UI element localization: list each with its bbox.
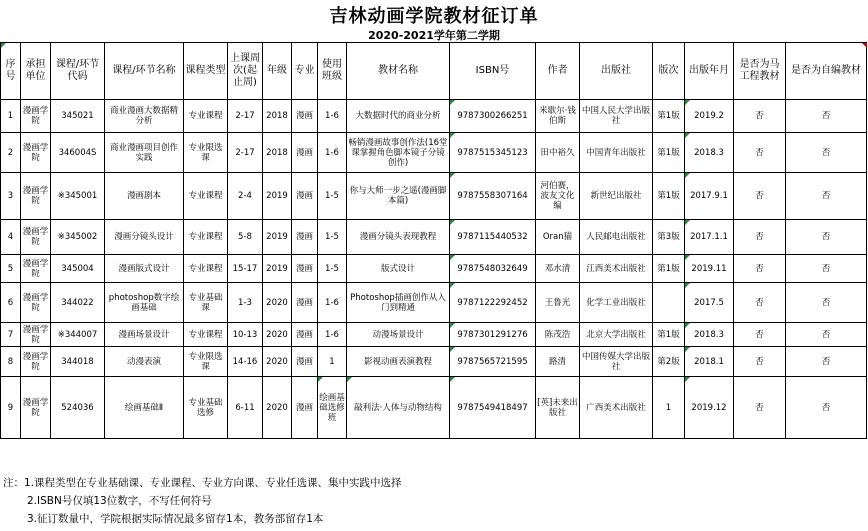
note-3: 3.征订数量中，学院根据实际情况最多留存1本，教务部留存1本 [27, 513, 324, 525]
table-cell[interactable]: 2019 [263, 173, 292, 220]
table-cell[interactable]: 人民邮电出版社 [580, 220, 653, 255]
table-cell[interactable]: 345004 [51, 255, 105, 283]
table-cell[interactable]: 1-5 [318, 220, 347, 255]
table-cell[interactable]: 1 [318, 347, 347, 377]
table-cell[interactable]: 专业基础选修 [184, 377, 228, 439]
table-cell[interactable]: 商业漫画大数据精分析 [105, 100, 184, 133]
table-cell[interactable]: 专业课程 [184, 323, 228, 347]
table-cell[interactable]: 9787300266251 [450, 100, 536, 133]
table-cell[interactable]: 345021 [51, 100, 105, 133]
table-cell[interactable]: 动漫场景设计 [347, 323, 450, 347]
table-cell[interactable]: 524036 [51, 377, 105, 439]
table-cell[interactable]: 漫画学院 [21, 220, 51, 255]
table-cell[interactable]: 否 [786, 173, 867, 220]
table-cell[interactable]: 否 [734, 173, 786, 220]
column-header[interactable]: 承担单位 [21, 43, 51, 100]
table-cell[interactable]: 绘画基础Ⅱ [105, 377, 184, 439]
table-row [1, 377, 867, 439]
table-cell[interactable]: 化学工业出版社 [580, 283, 653, 323]
table-cell[interactable]: 2018.1 [685, 347, 734, 377]
table-cell[interactable]: 否 [786, 255, 867, 283]
table-cell[interactable]: 10-13 [228, 323, 263, 347]
table-cell[interactable]: 6-11 [228, 377, 263, 439]
table-cell[interactable]: 否 [734, 133, 786, 173]
table-cell[interactable]: 2019 [263, 255, 292, 283]
table-cell[interactable]: 第1版 [653, 323, 685, 347]
table-cell[interactable]: 漫画 [292, 323, 318, 347]
table-cell[interactable]: 专业课程 [184, 255, 228, 283]
column-header[interactable]: 序号 [1, 43, 21, 100]
column-header[interactable]: ISBN号 [450, 43, 536, 100]
table-row [1, 323, 867, 347]
table-cell[interactable]: 王鲁光 [536, 283, 580, 323]
table-cell[interactable]: 米歇尔·钱伯斯 [536, 100, 580, 133]
table-cell[interactable]: 专业课程 [184, 220, 228, 255]
table-cell[interactable] [653, 283, 685, 323]
table-cell[interactable]: 2020 [263, 377, 292, 439]
table-cell[interactable]: 否 [786, 133, 867, 173]
table-cell[interactable]: 影视动画表演教程 [347, 347, 450, 377]
table-cell[interactable]: 第1版 [653, 173, 685, 220]
table-cell[interactable]: 344022 [51, 283, 105, 323]
table-cell[interactable]: 专业限选课 [184, 133, 228, 173]
table-cell[interactable]: 大数据时代的商业分析 [347, 100, 450, 133]
table-cell[interactable]: 15-17 [228, 255, 263, 283]
table-cell[interactable]: 14-16 [228, 347, 263, 377]
table-cell[interactable]: 2017.5 [685, 283, 734, 323]
table-cell[interactable]: 8 [1, 347, 21, 377]
table-cell[interactable]: 广西美术出版社 [580, 377, 653, 439]
table-cell[interactable]: 中国青年出版社 [580, 133, 653, 173]
column-header[interactable]: 课程/环节名称 [105, 43, 184, 100]
table-cell[interactable]: 6 [1, 283, 21, 323]
table-cell[interactable]: 否 [786, 220, 867, 255]
table-cell[interactable]: 5 [1, 255, 21, 283]
header-row [1, 43, 867, 100]
table-cell[interactable]: 否 [734, 220, 786, 255]
table-cell[interactable]: 漫画场景设计 [105, 323, 184, 347]
table-cell[interactable]: 漫画分镜头表现教程 [347, 220, 450, 255]
table-row [1, 347, 867, 377]
table-cell[interactable]: 陈茂浩 [536, 323, 580, 347]
table-cell[interactable]: 漫画 [292, 100, 318, 133]
table-cell[interactable]: 344018 [51, 347, 105, 377]
table-cell[interactable]: 商业漫画项目创作实践 [105, 133, 184, 173]
table-cell[interactable]: 1-5 [318, 173, 347, 220]
table-cell[interactable]: 2018 [263, 133, 292, 173]
column-header[interactable]: 使用班级 [318, 43, 347, 100]
table-cell[interactable]: 1-5 [318, 255, 347, 283]
table-cell[interactable]: 否 [786, 347, 867, 377]
column-header[interactable]: 是否为马工程教材 [734, 43, 786, 100]
table-row [1, 283, 867, 323]
column-header[interactable]: 作者 [536, 43, 580, 100]
table-cell[interactable]: 1-6 [318, 133, 347, 173]
column-header[interactable]: 年级 [263, 43, 292, 100]
table-cell[interactable]: 2018.3 [685, 133, 734, 173]
table-cell[interactable]: 邓水清 [536, 255, 580, 283]
table-cell[interactable]: 漫画 [292, 283, 318, 323]
table-cell[interactable]: 漫画 [292, 347, 318, 377]
table-cell[interactable]: 7 [1, 323, 21, 347]
table-cell[interactable]: 2018.3 [685, 323, 734, 347]
table-cell[interactable]: 2-4 [228, 173, 263, 220]
table-cell[interactable]: 漫画分镜头设计 [105, 220, 184, 255]
table-cell[interactable]: 漫画学院 [21, 323, 51, 347]
table-cell[interactable]: 9 [1, 377, 21, 439]
column-header[interactable]: 课程/环节代码 [51, 43, 105, 100]
table-cell[interactable]: 否 [786, 283, 867, 323]
table-cell[interactable]: 9787122292452 [450, 283, 536, 323]
table-cell[interactable]: 3 [1, 173, 21, 220]
table-cell[interactable]: 第2版 [653, 347, 685, 377]
table-row [1, 255, 867, 283]
table-cell[interactable]: 2019.2 [685, 100, 734, 133]
table-cell[interactable]: 否 [734, 323, 786, 347]
table-cell[interactable]: 漫画学院 [21, 283, 51, 323]
table-cell[interactable]: 江西美术出版社 [580, 255, 653, 283]
table-cell[interactable]: 漫画学院 [21, 173, 51, 220]
table-cell[interactable]: 否 [734, 377, 786, 439]
table-cell[interactable]: 专业课程 [184, 100, 228, 133]
table-cell[interactable]: 你与大师一步之遥(漫画脚本篇) [347, 173, 450, 220]
table-cell[interactable]: 漫画 [292, 173, 318, 220]
table-cell[interactable]: 1 [1, 100, 21, 133]
table-cell[interactable]: 敲利法·人体与动物结构 [347, 377, 450, 439]
table-cell[interactable]: 版式设计 [347, 255, 450, 283]
table-cell[interactable]: 漫画学院 [21, 347, 51, 377]
column-header[interactable]: 课程类型 [184, 43, 228, 100]
table-cell[interactable]: 2019.12 [685, 377, 734, 439]
table-cell[interactable]: 1 [653, 377, 685, 439]
table-row [1, 173, 867, 220]
table-cell[interactable]: 动漫表演 [105, 347, 184, 377]
table-cell[interactable]: 漫画学院 [21, 133, 51, 173]
table-cell[interactable]: 5-8 [228, 220, 263, 255]
table-cell[interactable]: 第1版 [653, 133, 685, 173]
table-cell[interactable]: 9787549418497 [450, 377, 536, 439]
table-cell[interactable]: 9787565721595 [450, 347, 536, 377]
table-cell[interactable]: 畅销漫画故事创作法(16堂课掌握角色脚本镜子分镜创作) [347, 133, 450, 173]
table-cell[interactable]: 第1版 [653, 100, 685, 133]
table-cell[interactable]: 2020 [263, 323, 292, 347]
table-cell[interactable]: 否 [786, 377, 867, 439]
table-cell[interactable]: 漫画学院 [21, 377, 51, 439]
column-header[interactable]: 版次 [653, 43, 685, 100]
table-cell[interactable]: 2020 [263, 283, 292, 323]
table-cell[interactable]: 否 [734, 347, 786, 377]
table-cell[interactable]: 9787115440532 [450, 220, 536, 255]
table-cell[interactable]: 2-17 [228, 100, 263, 133]
notes [3, 474, 863, 528]
table-cell[interactable]: 2017.9.1 [685, 173, 734, 220]
table-cell[interactable]: 9787548032649 [450, 255, 536, 283]
table-cell[interactable]: 漫画版式设计 [105, 255, 184, 283]
column-header[interactable]: 出版年月 [685, 43, 734, 100]
table-cell[interactable]: 田中裕久 [536, 133, 580, 173]
table-cell[interactable]: 漫画 [292, 377, 318, 439]
table-cell[interactable]: 否 [786, 100, 867, 133]
column-header[interactable]: 上课周次(起止周) [228, 43, 263, 100]
note-2: 2.ISBN号仅填13位数字，不写任何符号 [27, 495, 212, 507]
table-cell[interactable]: 2018 [263, 100, 292, 133]
note-1: 注：1.课程类型在专业基础课、专业课程、专业方向课、专业任选课、集中实践中选择 [3, 477, 402, 489]
table-cell[interactable]: 第1版 [653, 255, 685, 283]
table-cell[interactable]: 漫画 [292, 255, 318, 283]
column-header[interactable]: 出版社 [580, 43, 653, 100]
table-cell[interactable]: 2019.11 [685, 255, 734, 283]
table-row [1, 100, 867, 133]
table-cell[interactable]: 9787558307164 [450, 173, 536, 220]
table-cell[interactable]: 否 [734, 100, 786, 133]
table-cell[interactable]: ※345002 [51, 220, 105, 255]
sheet-subtitle: 2020-2021学年第二学期 [368, 29, 500, 42]
table-cell[interactable]: 漫画学院 [21, 255, 51, 283]
table-cell[interactable]: 专业基础课 [184, 283, 228, 323]
order-table [0, 42, 867, 439]
table-row [1, 220, 867, 255]
table-cell[interactable]: 4 [1, 220, 21, 255]
sheet-title: 吉林动画学院教材征订单 [329, 6, 539, 27]
table-cell[interactable]: 北京大学出版社 [580, 323, 653, 347]
table-cell[interactable]: 9787301291276 [450, 323, 536, 347]
table-cell[interactable]: 346004S [51, 133, 105, 173]
table-cell[interactable]: 专业课程 [184, 173, 228, 220]
table-body [1, 100, 867, 439]
table-cell[interactable]: 2019 [263, 220, 292, 255]
table-cell[interactable]: 漫画 [292, 220, 318, 255]
table-cell[interactable]: 中国传媒大学出版社 [580, 347, 653, 377]
table-cell[interactable]: 中国人民大学出版社 [580, 100, 653, 133]
table-cell[interactable]: 专业限选课 [184, 347, 228, 377]
column-header[interactable]: 专业 [292, 43, 318, 100]
table-cell[interactable]: 1-6 [318, 283, 347, 323]
table-cell[interactable]: 1-6 [318, 323, 347, 347]
table-cell[interactable]: 路清 [536, 347, 580, 377]
table-cell[interactable]: 9787515345123 [450, 133, 536, 173]
table-cell[interactable]: 2-17 [228, 133, 263, 173]
table-cell[interactable]: 1-6 [318, 100, 347, 133]
table-cell[interactable]: 第3版 [653, 220, 685, 255]
table-cell[interactable]: Photoshop插画创作从入门到精通 [347, 283, 450, 323]
column-header[interactable]: 教材名称 [347, 43, 450, 100]
table-cell[interactable]: 漫画学院 [21, 100, 51, 133]
table-cell[interactable]: 1-3 [228, 283, 263, 323]
table-cell[interactable]: 否 [734, 283, 786, 323]
table-cell[interactable]: 绘画基础选修班 [318, 377, 347, 439]
table-cell[interactable]: 河伯赛，波友文化 编 [536, 173, 580, 220]
table-cell[interactable]: photoshop数字绘画基础 [105, 283, 184, 323]
table-cell[interactable]: 漫画 [292, 133, 318, 173]
table-cell[interactable]: ※344007 [51, 323, 105, 347]
table-cell[interactable]: 新世纪出版社 [580, 173, 653, 220]
table-row [1, 133, 867, 173]
table-cell[interactable]: 否 [734, 255, 786, 283]
table-cell[interactable]: 否 [786, 323, 867, 347]
table-cell[interactable]: [英]未来出版社 [536, 377, 580, 439]
table-header [1, 43, 867, 100]
table-cell[interactable]: 漫画剧本 [105, 173, 184, 220]
table-cell[interactable]: 2 [1, 133, 21, 173]
table-cell[interactable]: 2020 [263, 347, 292, 377]
table-cell[interactable]: ※345001 [51, 173, 105, 220]
table-cell[interactable]: 2017.1.1 [685, 220, 734, 255]
table-cell[interactable]: Oran猫 [536, 220, 580, 255]
column-header[interactable]: 是否为自编教材 [786, 43, 867, 100]
